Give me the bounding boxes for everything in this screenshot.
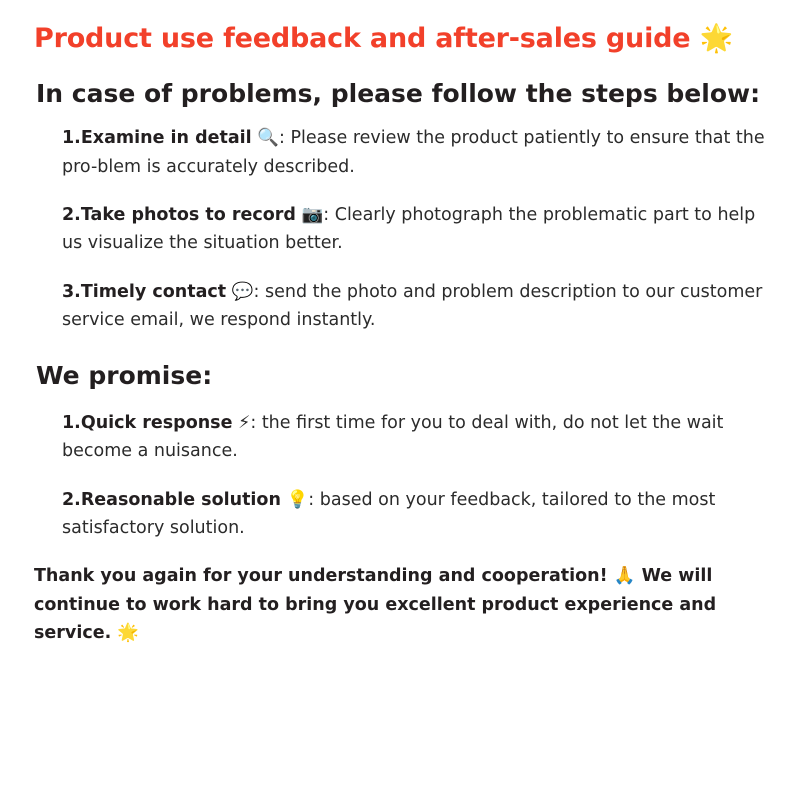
closing-text-part1: Thank you again for your understanding and cooperation! <box>34 566 608 587</box>
star-icon: 🌟 <box>699 23 733 54</box>
step-body: : send the photo and problem description to our customer service email, we respond instantly. <box>62 281 763 330</box>
section-heading-promise: We promise: <box>36 361 213 391</box>
step-item <box>34 201 766 258</box>
step-item <box>34 124 766 181</box>
step-body: : based on your feedback, tailored to the most satisfactory solution. <box>62 489 716 538</box>
page-title-text: Product use feedback and after-sales guide <box>34 23 691 54</box>
page-title <box>34 22 766 56</box>
step-item <box>34 486 766 543</box>
lightning-icon: ⚡ <box>238 412 251 433</box>
step-body: : Clearly photograph the problematic part to help us visualize the situation better. <box>62 204 756 254</box>
section-heading-problems: In case of problems, please follow the steps below: <box>36 78 761 108</box>
magnifier-icon: 🔍 <box>257 128 280 149</box>
step-lead: 1.Examine in detail <box>62 128 252 149</box>
step-body: : Please review the product patiently to ensure that the pro-blem is accurately described. <box>62 128 765 177</box>
step-item <box>34 409 766 466</box>
folded-hands-icon: 🙏 <box>613 566 636 587</box>
star-icon: 🌟 <box>117 622 140 643</box>
closing-text-part2: We will continue to work hard to bring you excellent product experience and service. <box>34 566 717 643</box>
closing-paragraph <box>34 562 766 647</box>
lightbulb-icon: 💡 <box>286 489 309 510</box>
speech-bubble-icon: 💬 <box>231 281 254 302</box>
step-lead: 1.Quick response <box>62 412 233 433</box>
step-lead: 3.Timely contact <box>62 281 227 302</box>
step-item <box>34 278 766 335</box>
step-lead: 2.Take photos to record <box>62 204 296 225</box>
step-body: : the first time for you to deal with, do not let the wait become a nuisance. <box>62 412 724 462</box>
step-lead: 2.Reasonable solution <box>62 489 281 510</box>
camera-icon: 📷 <box>301 204 324 225</box>
